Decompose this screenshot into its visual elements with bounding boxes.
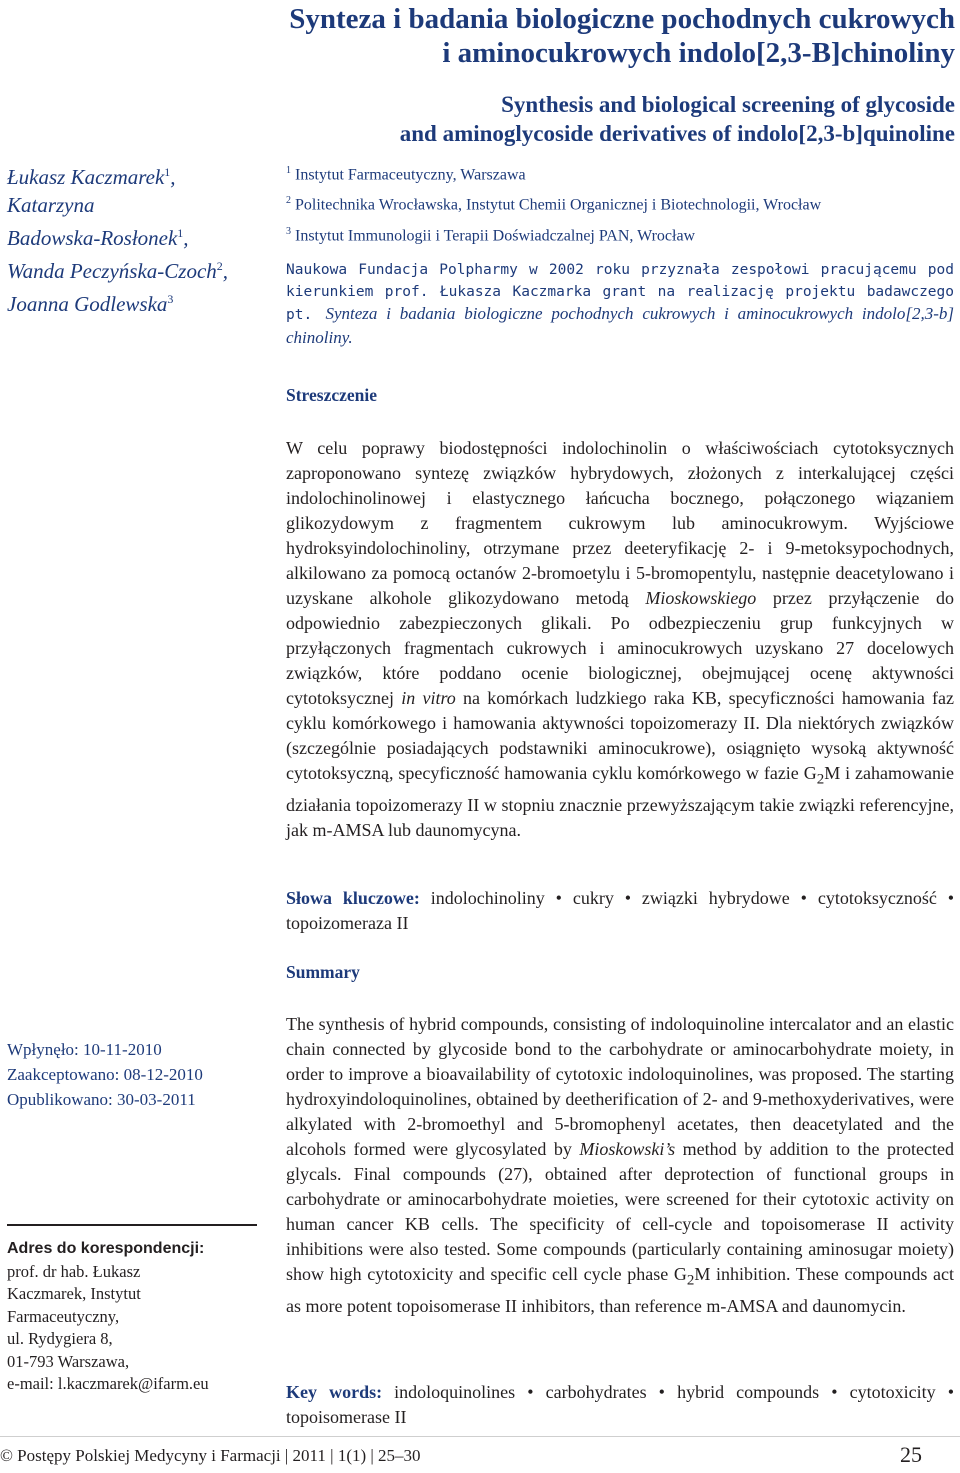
correspondence-line: Farmaceutyczny, [7, 1306, 120, 1326]
author-line: Wanda Peczyńska-Czoch$^2$, [7, 259, 229, 283]
article-dates [7, 1037, 267, 1112]
correspondence-line: ul. Rydygiera 8, [7, 1329, 113, 1348]
affiliation-1: $^1$ Instytut Farmaceutyczny, Warszawa [286, 165, 526, 184]
date-published: Opublikowano: 30-03-2011 [7, 1090, 196, 1109]
article-title-en [230, 90, 955, 148]
abstract-pl-text: W celu poprawy biodostępności indolochinolin o właściwościach cytotoksycznych zaproponowano syntezę związków hybrydowych, złożonych z interkalującej części indolochinolinowej i elastycznego łańcucha bocznego, połączonego wiązaniem glikozydowym z fragmentem cukrowym lub aminocukrowym. Wyjściowe hydroksyindolochinoliny, otrzymane przez deeteryfikację 2- i 9-metoksypochodnych, alkilowano za pomocą octanów 2-bromoetylu i 5-bromopentylu, następnie deacetylowano i uzyskane alkohole glikozydowano metodą Mioskowskiego przez przyłączenie do odpowiednio zabezpieczonych glikali. Po odbezpieczeniu grup funkcyjnych w przyłączonych fragmentach cukrowych i aminocukrowych uzyskano 27 docelowych związków, które poddano ocenie biologicznej, obejmującej ocenę aktywności cytotoksycznej in vitro na komórkach ludzkiego raka KB, specyficzności hamowania faz cyklu komórkowego i hamowania aktywności topoizomerazy II. Dla niektórych związków (szczególnie posiadających podstawniki aminocukrowe), osiągnięto wysoką aktywność cytotoksyczną, specyficzność hamowania cyklu komórkowego w fazie $G_2M$ i zahamowanie działania topoizomerazy II w stopniu znacznie przewyższającym takie związki referencyjne, jak m-AMSA lub daunomycyna. [286, 438, 955, 840]
author-line: Łukasz Kaczmarek$^1$, [7, 165, 176, 189]
author-line: Badowska-Rosłonek$^1$, [7, 226, 189, 250]
abstract-en-heading: Summary [286, 962, 360, 982]
subtitle-line-2: and aminoglycoside derivatives of indolo[2,3-b]quinoline [399, 121, 955, 146]
date-received: Wpłynęło: 10-11-2010 [7, 1040, 162, 1059]
date-accepted: Zaakceptowano: 08-12-2010 [7, 1065, 203, 1084]
correspondence-address [7, 1238, 277, 1396]
author-list [7, 158, 277, 318]
title-line-2: i aminocukrowych indolo[2,3-B]chinoliny [442, 37, 955, 69]
keywords-en [286, 1380, 954, 1430]
affiliations [286, 158, 956, 249]
funding-note: Naukowa Fundacja Polpharmy w 2002 roku przyznała zespołowi pracującemu pod kierunkiem prof. Łukasza Kaczmarka grant na realizację projektu badawczego pt. Synteza i badania biologiczne pochodnych cukrowych i aminocukrowych indolo[2,3-b] chinoliny. [286, 262, 955, 347]
keywords-pl-label: Słowa kluczowe: [286, 888, 420, 908]
correspondence-divider [7, 1224, 257, 1226]
keywords-pl-list: indolochinoliny • cukry • związki hybrydowe • cytotoksyczność • topoizomeraza II [286, 888, 954, 933]
subtitle-line-1: Synthesis and biological screening of glycoside [501, 92, 955, 117]
correspondence-email: e-mail: l.kaczmarek@ifarm.eu [7, 1374, 209, 1393]
author-line: Katarzyna [7, 193, 95, 217]
page-number: 25 [900, 1442, 922, 1467]
abstract-pl-heading: Streszczenie [286, 385, 378, 405]
funding-project-title: Synteza i badania biologiczne pochodnych cukrowych i aminocukrowych indolo[2,3-b] chinoliny. [286, 304, 955, 347]
correspondence-line: prof. dr hab. Łukasz [7, 1261, 141, 1281]
keywords-pl [286, 886, 954, 936]
affiliation-2: $^2$ Politechnika Wrocławska, Instytut Chemii Organicznej i Biotechnologii, Wrocław [286, 195, 822, 214]
keywords-en-label: Key words: [286, 1382, 383, 1402]
author-line: Joanna Godlewska$^3$ [7, 292, 174, 316]
correspondence-heading: Adres do korespondencji: [7, 1240, 205, 1257]
abstract-en-text: The synthesis of hybrid compounds, consisting of indoloquinoline intercalator and an elastic chain connected by glycoside bond to the carbohydrate or aminocarbohydrate moiety, in order to improve a bioavailability of cytotoxic indoloquinolines, was proposed. The starting hydroxyindoloquinolines, obtained by deetherification of 2- and 9-methoxyderivatives, were alkylated with 2-bromoethyl and 5-bromophenyl acetates, then deacetylated and the alcohols formed were glycosylated by Mioskowski’s method by addition to the protected glycals. Final compounds (27), obtained after deprotection of functional groups in carbohydrate or aminocarbohydrate moieties, were screened for their cytotoxic activity on human cancer KB cells. The specificity of cell-cycle and topoisomerase II activity inhibitions were also tested. Some compounds (particularly containing aminosugar moiety) show high cytotoxicity and specific cell cycle phase $G_2M$ inhibition. These compounds act as more potent topoisomerase II inhibitors, than reference m-AMSA and daunomycin. [286, 1014, 954, 1316]
correspondence-line: Kaczmarek, Instytut [7, 1284, 141, 1303]
title-line-1: Synteza i badania biologiczne pochodnych cukrowych [289, 3, 955, 35]
article-title-pl [230, 2, 955, 70]
keywords-en-list: indoloquinolines • carbohydrates • hybrid compounds • cytotoxicity • topoisomerase II [286, 1382, 954, 1427]
affiliation-3: $^3$ Instytut Immunologii i Terapii Doświadczalnej PAN, Wrocław [286, 225, 696, 244]
footer-divider [0, 1436, 960, 1437]
journal-footer: © Postępy Polskiej Medycyny i Farmacji | 2011 | 1(1) | 25–30 [0, 1446, 421, 1465]
correspondence-line: 01-793 Warszawa, [7, 1351, 130, 1371]
